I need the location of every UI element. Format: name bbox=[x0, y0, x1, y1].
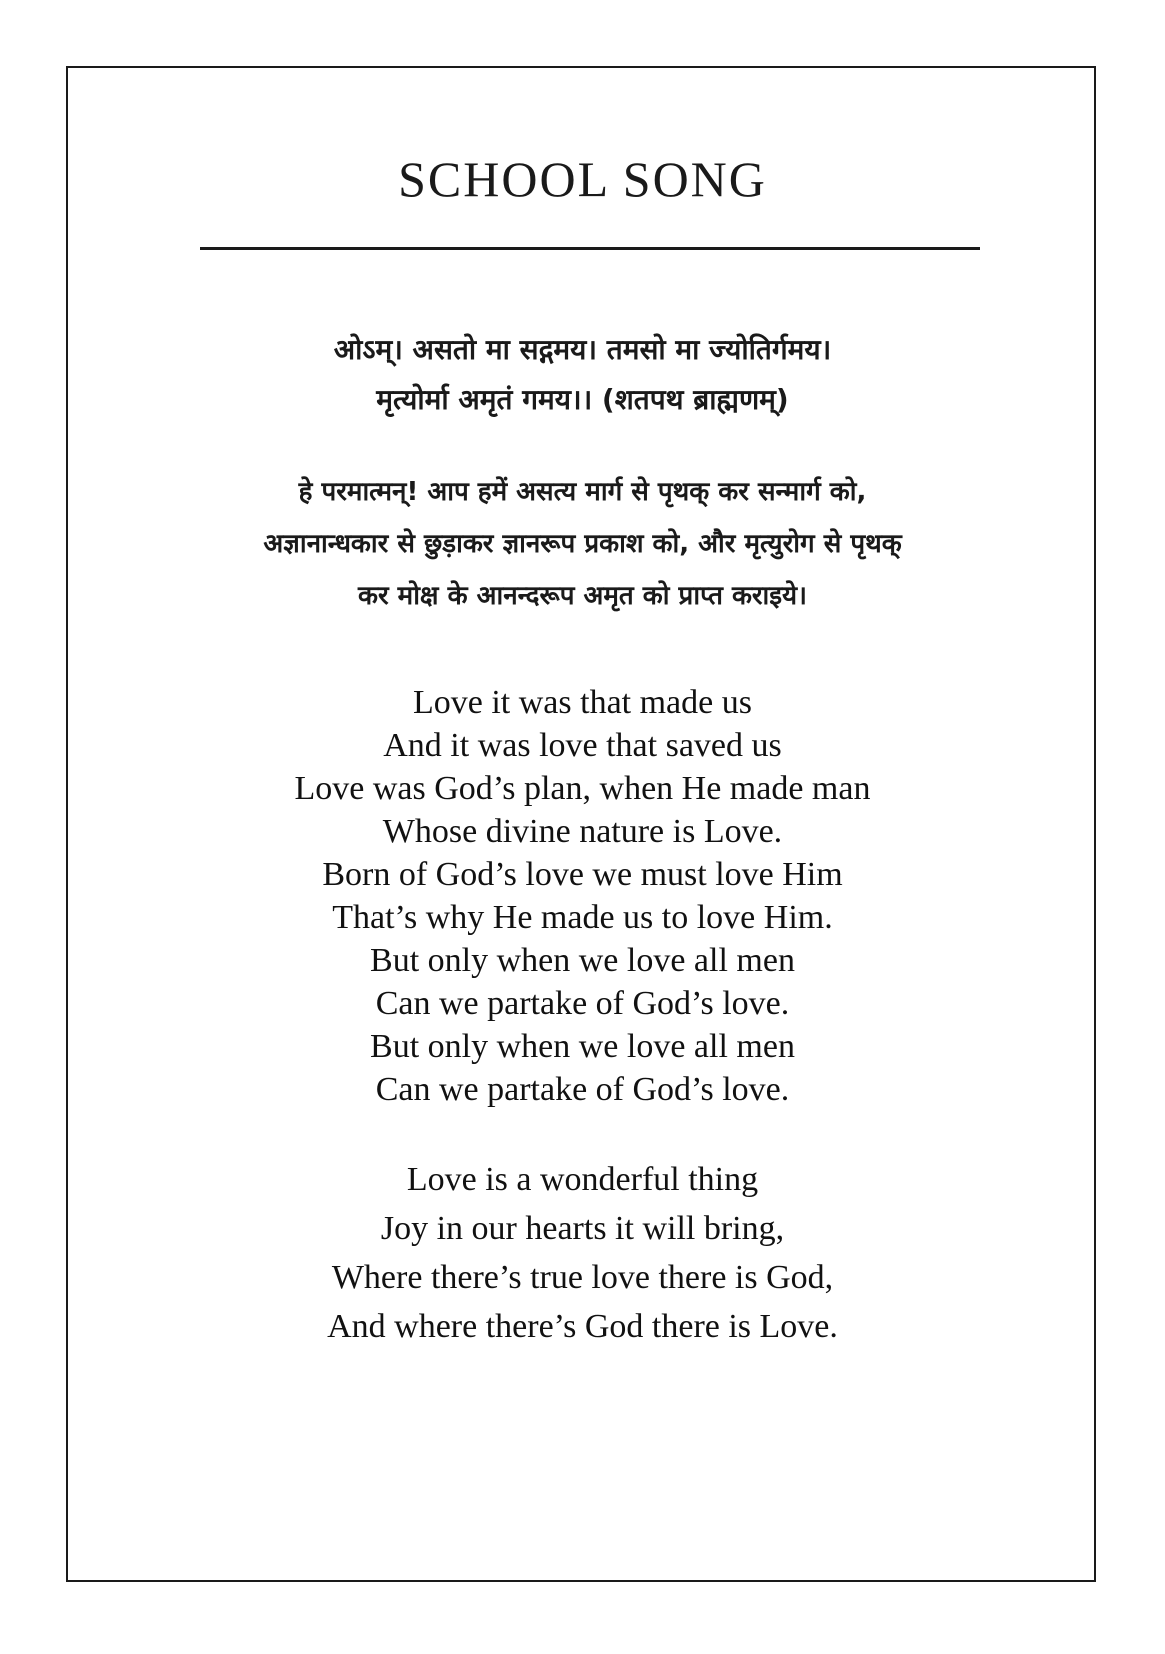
verse-line: Where there’s true love there is God, bbox=[331, 1259, 834, 1296]
page-title: SCHOOL SONG bbox=[398, 151, 767, 207]
verse-line: Born of God’s love we must love Him bbox=[322, 856, 843, 893]
verse-line: Whose divine nature is Love. bbox=[382, 813, 783, 850]
song-verse-1 bbox=[0, 681, 1165, 1111]
sanskrit-line: ओऽम्। असतो मा सद्गमय। तमसो मा ज्योतिर्गमय। bbox=[333, 333, 832, 366]
hindi-translation bbox=[200, 466, 965, 622]
verse-line: And it was love that saved us bbox=[383, 727, 782, 764]
verse-line: But only when we love all men bbox=[370, 1028, 795, 1065]
verse-line: Joy in our hearts it will bring, bbox=[380, 1210, 785, 1247]
verse-line: Can we partake of God’s love. bbox=[375, 985, 790, 1022]
verse-line: Love it was that made us bbox=[413, 684, 752, 721]
title-divider bbox=[200, 247, 980, 250]
hindi-line: कर मोक्ष के आनन्दरूप अमृत को प्राप्त कराइये। bbox=[358, 581, 807, 611]
sanskrit-line: मृत्योर्मा अमृतं गमय।। (शतपथ ब्राह्मणम्) bbox=[376, 383, 789, 416]
song-verse-2 bbox=[0, 1155, 1165, 1351]
sanskrit-prayer bbox=[0, 325, 1165, 425]
verse-line: And where there’s God there is Love. bbox=[327, 1308, 838, 1345]
hindi-line: हे परमात्मन्! आप हमें असत्य मार्ग से पृथक् कर सन्मार्ग को, bbox=[298, 477, 867, 507]
verse-line: Love is a wonderful thing bbox=[406, 1161, 759, 1198]
verse-line: But only when we love all men bbox=[370, 942, 795, 979]
verse-line: Can we partake of God’s love. bbox=[375, 1071, 790, 1108]
verse-line: That’s why He made us to love Him. bbox=[332, 899, 833, 936]
hindi-line: अज्ञानान्धकार से छुड़ाकर ज्ञानरूप प्रकाश को, और मृत्युरोग से पृथक् bbox=[263, 529, 902, 559]
verse-line: Love was God’s plan, when He made man bbox=[294, 770, 871, 807]
